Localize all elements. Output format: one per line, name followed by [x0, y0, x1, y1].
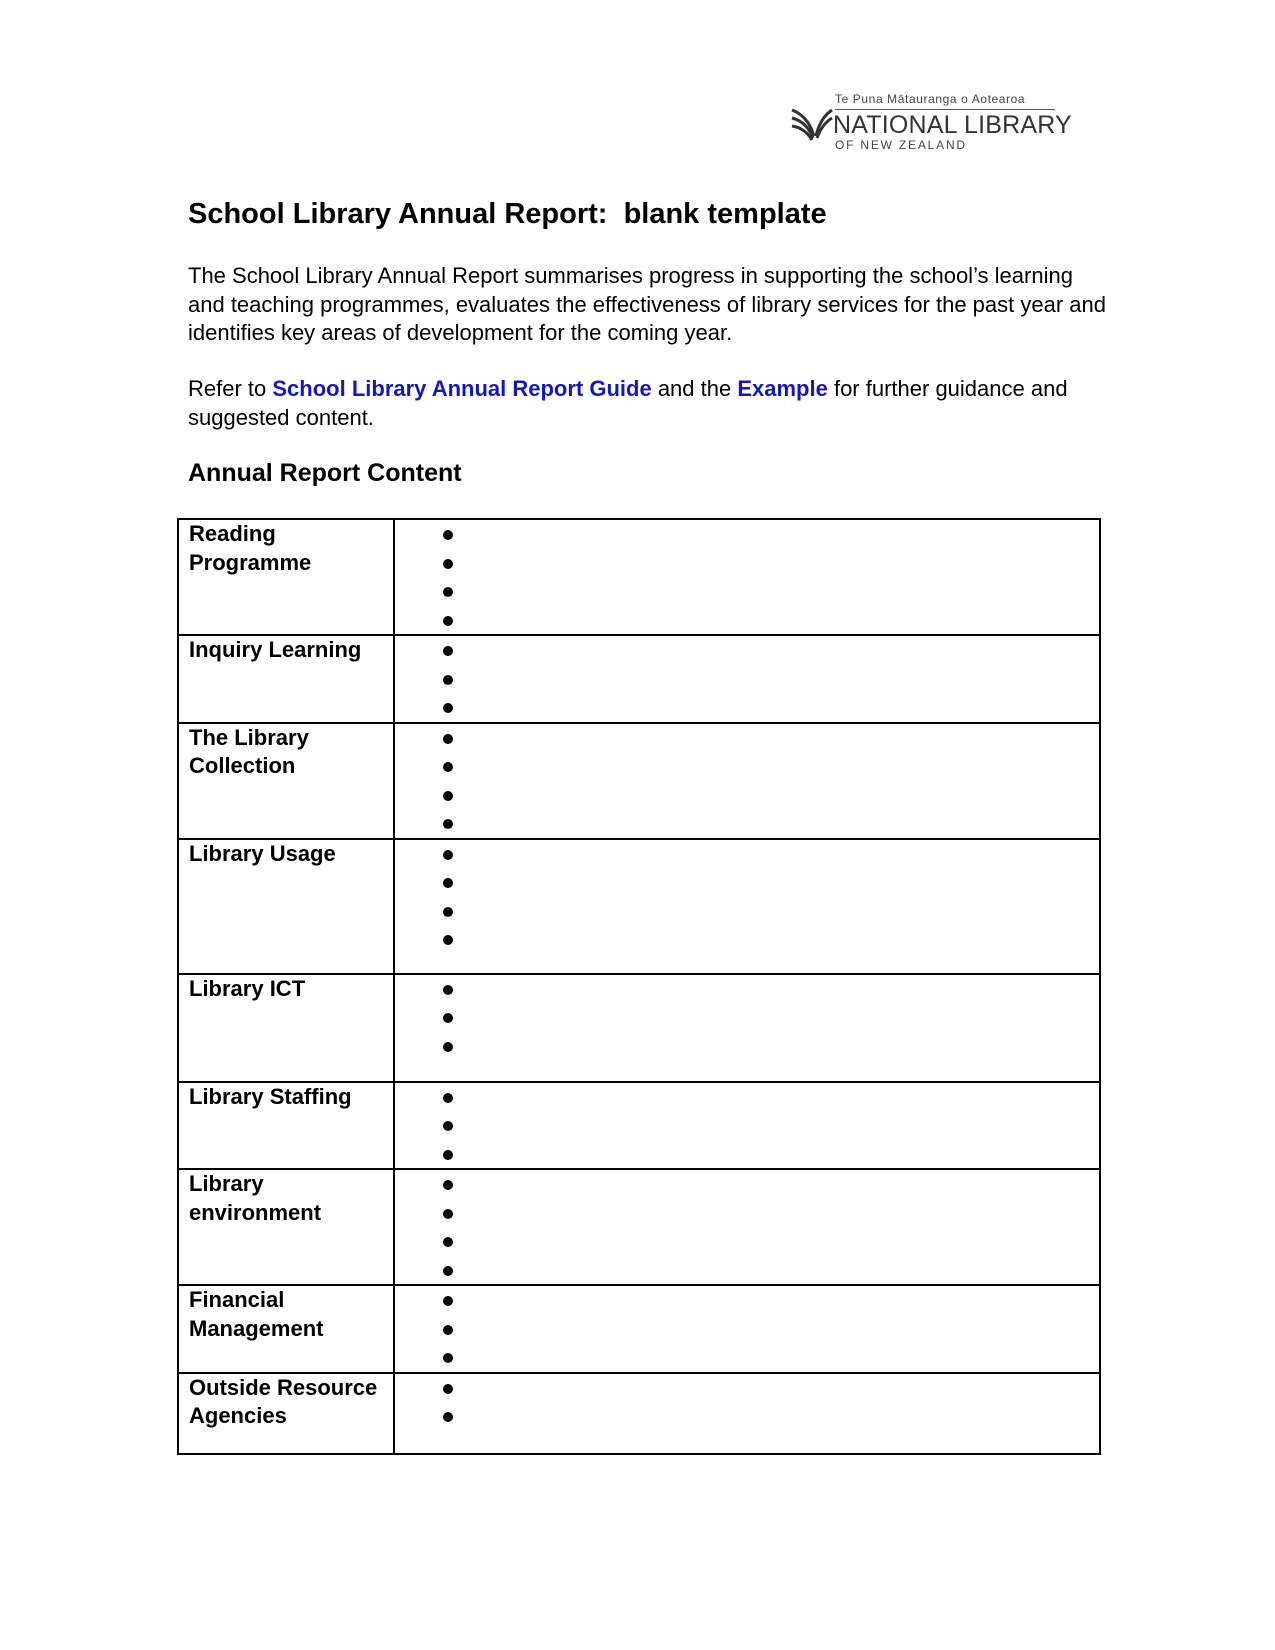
bullet-list — [395, 1083, 1099, 1169]
row-label: Library ICT — [178, 974, 394, 1082]
bullet-point — [443, 1343, 1099, 1372]
bullet-point — [443, 724, 1099, 753]
example-link[interactable]: Example — [737, 376, 828, 401]
bullet-point — [443, 520, 1099, 549]
table-row — [178, 1169, 1100, 1285]
bullet-point — [443, 1003, 1099, 1032]
bullet-point — [443, 809, 1099, 838]
bullet-point — [443, 840, 1099, 869]
annual-report-content-table — [177, 518, 1101, 1455]
bullet-point — [443, 1227, 1099, 1256]
refer-suffix: for further guidance and suggested content. — [188, 376, 1068, 430]
table-row — [178, 1373, 1100, 1454]
national-library-logo — [790, 92, 1070, 152]
refer-prefix: Refer to — [188, 376, 273, 401]
logo-tagline: Te Puna Mātauranga o Aotearoa — [835, 92, 1026, 106]
table-row — [178, 519, 1100, 635]
row-label: Library environment — [178, 1169, 394, 1285]
bullet-point — [443, 1402, 1099, 1431]
row-bullets-cell[interactable] — [394, 839, 1100, 974]
bullet-point — [443, 897, 1099, 926]
row-label: Library Usage — [178, 839, 394, 974]
bullet-point — [443, 1374, 1099, 1403]
table-row — [178, 1285, 1100, 1373]
refer-paragraph — [188, 375, 1108, 432]
row-label: Library Staffing — [178, 1082, 394, 1170]
section-heading: Annual Report Content — [188, 459, 462, 487]
bullet-point — [443, 752, 1099, 781]
row-label: The Library Collection — [178, 723, 394, 839]
bullet-point — [443, 1286, 1099, 1315]
bullet-list — [395, 975, 1099, 1061]
row-bullets-cell[interactable] — [394, 723, 1100, 839]
bullet-list — [395, 1170, 1099, 1284]
bullet-list — [395, 840, 1099, 954]
logo-divider — [835, 109, 1055, 110]
row-bullets-cell[interactable] — [394, 974, 1100, 1082]
bullet-point — [443, 975, 1099, 1004]
library-book-icon — [790, 106, 834, 146]
bullet-point — [443, 781, 1099, 810]
row-bullets-cell[interactable] — [394, 635, 1100, 723]
row-bullets-cell[interactable] — [394, 519, 1100, 635]
row-bullets-cell[interactable] — [394, 1285, 1100, 1373]
logo-subtitle: OF NEW ZEALAND — [835, 138, 967, 152]
bullet-point — [443, 1032, 1099, 1061]
row-label: Inquiry Learning — [178, 635, 394, 723]
row-bullets-cell[interactable] — [394, 1373, 1100, 1454]
bullet-point — [443, 1111, 1099, 1140]
intro-paragraph: The School Library Annual Report summarises progress in supporting the school’s learning and teaching programmes, evaluates the effectiveness of library services for the past year and identifies key areas of development for the coming year. — [188, 263, 1106, 345]
bullet-point — [443, 549, 1099, 578]
bullet-point — [443, 693, 1099, 722]
bullet-point — [443, 665, 1099, 694]
table-body — [178, 519, 1100, 1454]
annual-report-guide-link[interactable]: School Library Annual Report Guide — [272, 376, 652, 401]
bullet-point — [443, 925, 1099, 954]
table-row — [178, 1082, 1100, 1170]
row-bullets-cell[interactable] — [394, 1169, 1100, 1285]
bullet-point — [443, 1170, 1099, 1199]
table-row — [178, 974, 1100, 1082]
row-label: Outside Resource Agencies — [178, 1373, 394, 1454]
row-bullets-cell[interactable] — [394, 1082, 1100, 1170]
bullet-list — [395, 520, 1099, 634]
bullet-point — [443, 606, 1099, 635]
bullet-list — [395, 724, 1099, 838]
row-label: Reading Programme — [178, 519, 394, 635]
bullet-point — [443, 1315, 1099, 1344]
bullet-list — [395, 1286, 1099, 1372]
bullet-point — [443, 1140, 1099, 1169]
table-row — [178, 635, 1100, 723]
bullet-point — [443, 868, 1099, 897]
bullet-point — [443, 1199, 1099, 1228]
bullet-point — [443, 636, 1099, 665]
refer-middle: and the — [651, 376, 738, 401]
row-label: Financial Management — [178, 1285, 394, 1373]
bullet-point — [443, 1083, 1099, 1112]
bullet-point — [443, 577, 1099, 606]
bullet-point — [443, 1256, 1099, 1285]
table-row — [178, 839, 1100, 974]
table-row — [178, 723, 1100, 839]
bullet-list — [395, 1374, 1099, 1431]
logo-name: NATIONAL LIBRARY — [833, 111, 1072, 139]
bullet-list — [395, 636, 1099, 722]
page-title: School Library Annual Report: blank template — [188, 198, 827, 230]
